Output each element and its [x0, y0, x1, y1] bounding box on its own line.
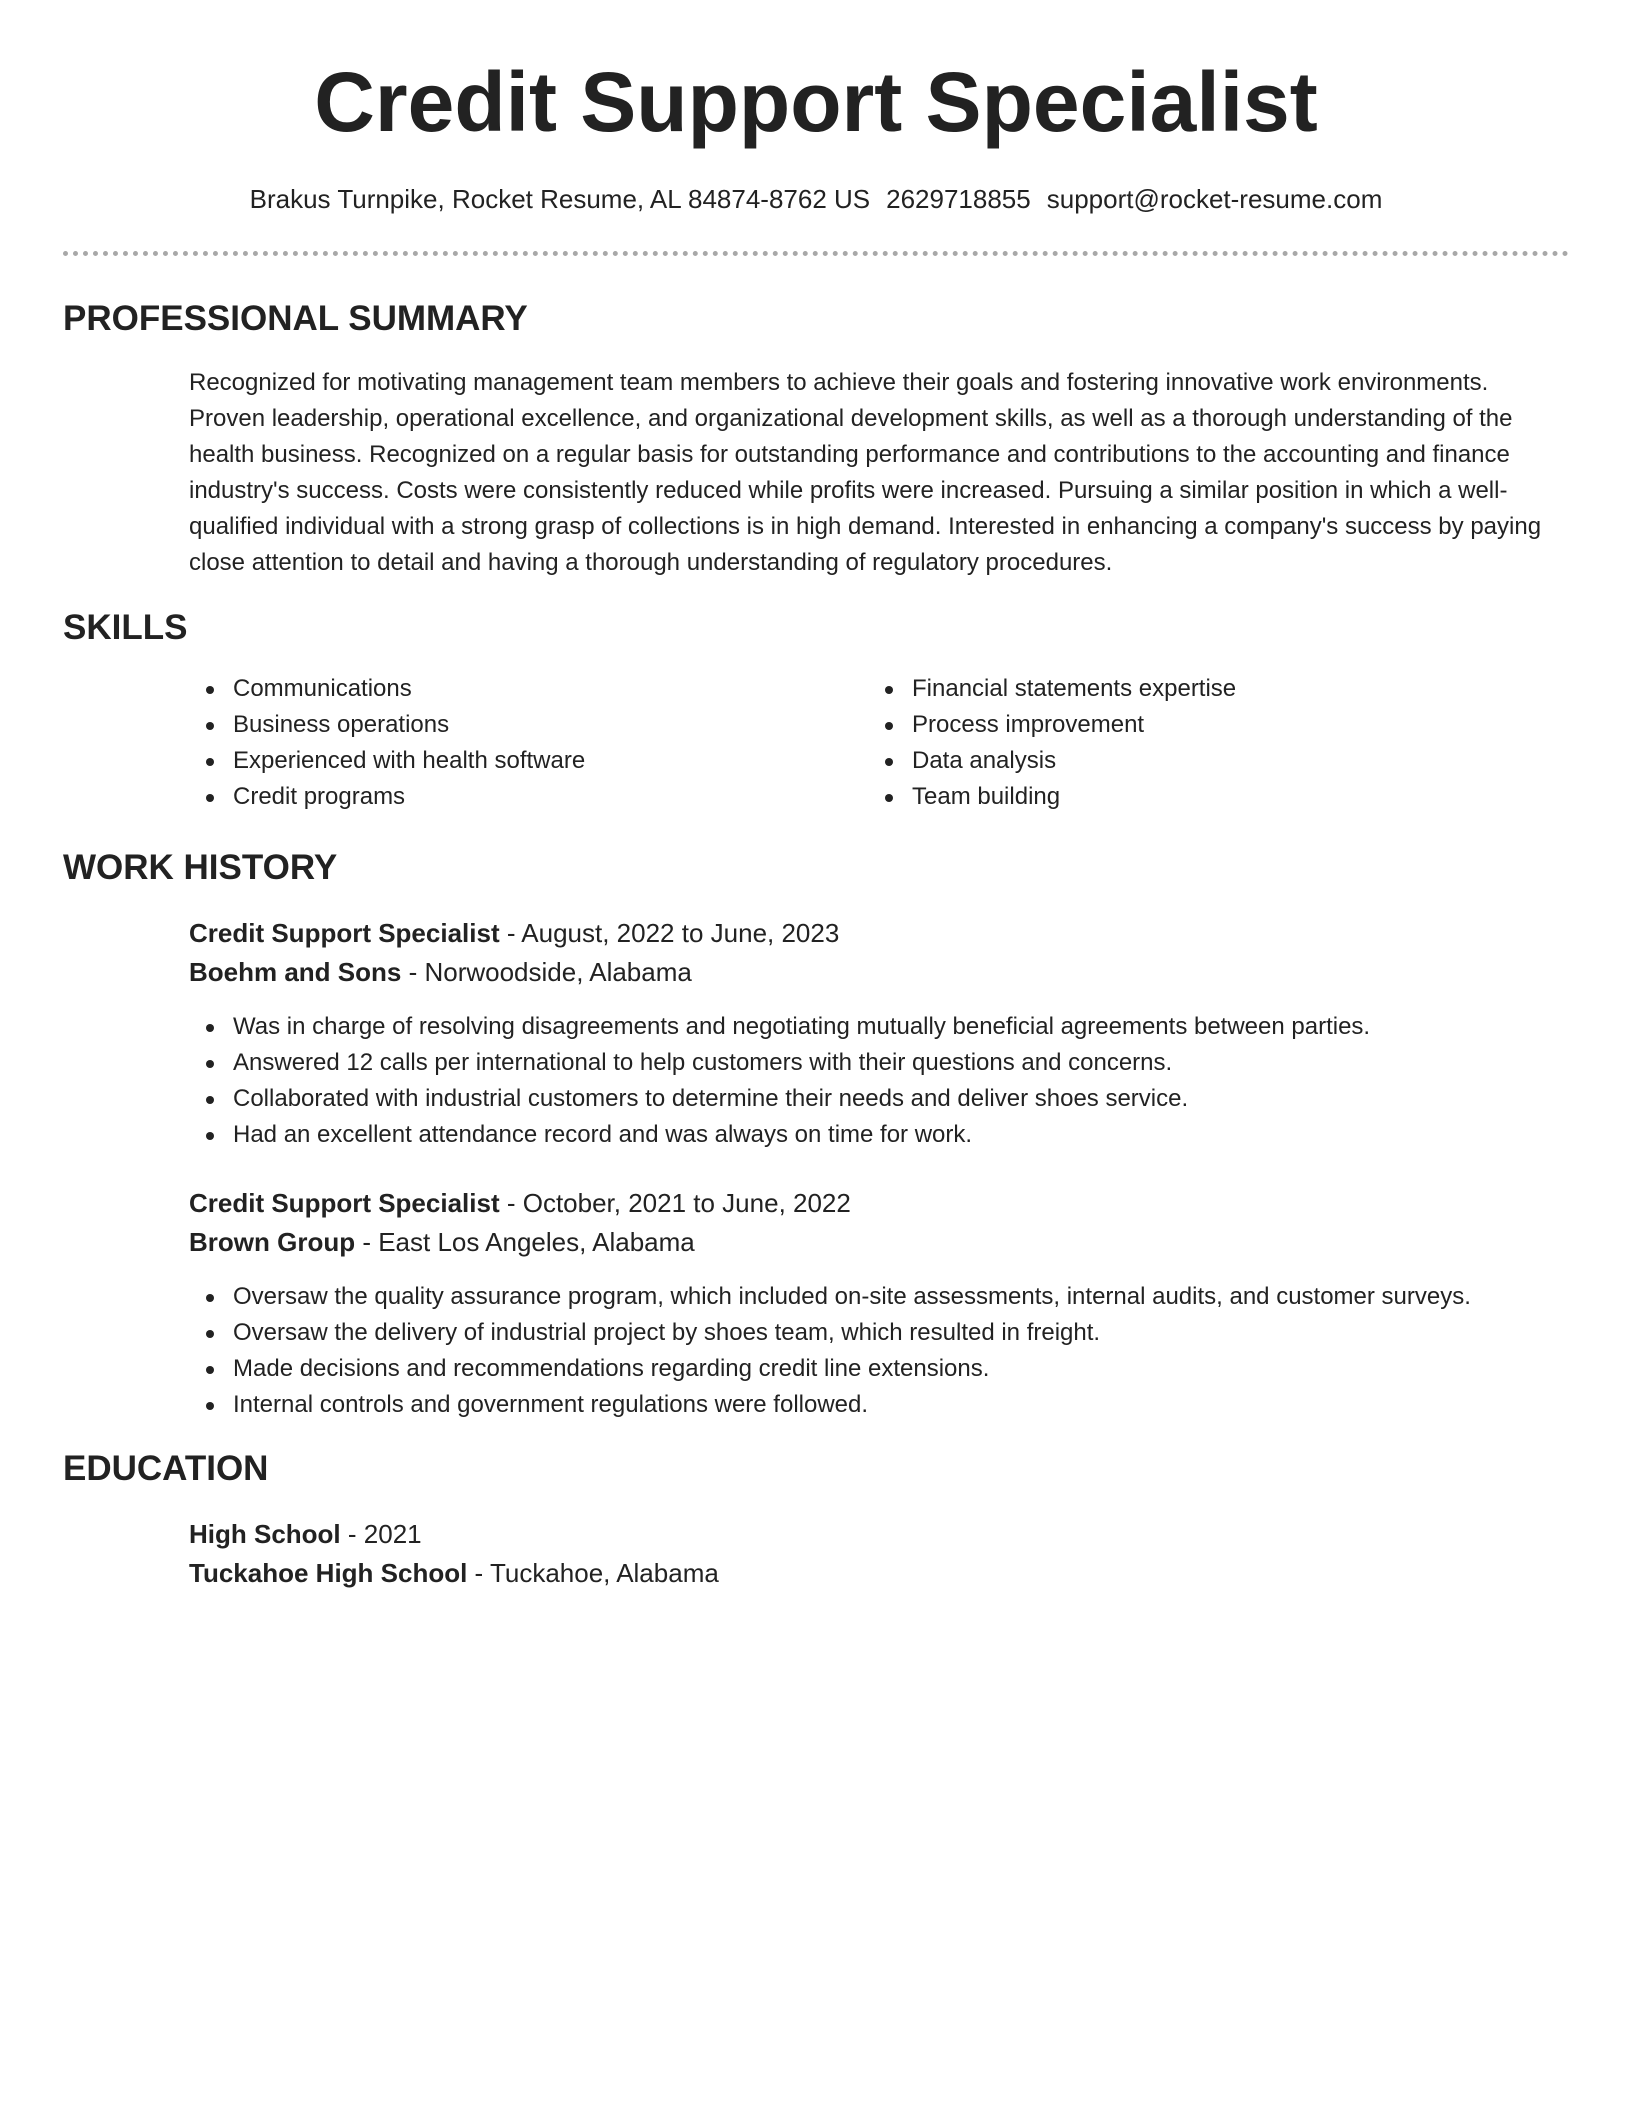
job-role: Credit Support Specialist: [189, 1188, 500, 1218]
education-year: - 2021: [340, 1519, 422, 1549]
skills-list-right: [868, 671, 1236, 815]
job-company: Boehm and Sons: [189, 957, 402, 987]
job-1-duties: [189, 1009, 1370, 1153]
job-location: - East Los Angeles, Alabama: [355, 1227, 695, 1257]
skill-item: Business operations: [189, 707, 585, 743]
skill-item: Data analysis: [868, 743, 1236, 779]
duty-item: Oversaw the quality assurance program, which included on-site assessments, internal audits, and customer surveys.: [189, 1279, 1471, 1315]
job-2-duties: [189, 1279, 1471, 1423]
section-title-summary: PROFESSIONAL SUMMARY: [63, 299, 528, 338]
duty-item: Collaborated with industrial customers to determine their needs and deliver shoes service.: [189, 1081, 1370, 1117]
education-location: - Tuckahoe, Alabama: [467, 1558, 719, 1588]
contact-phone: 2629718855: [886, 184, 1031, 214]
education-degree: High School: [189, 1519, 341, 1549]
resume-title: Credit Support Specialist: [314, 55, 1318, 149]
skill-item: Credit programs: [189, 779, 585, 815]
skill-item: Communications: [189, 671, 585, 707]
job-1-role-line: [189, 914, 839, 952]
duty-item: Made decisions and recommendations regarding credit line extensions.: [189, 1351, 1471, 1387]
duty-item: Oversaw the delivery of industrial project by shoes team, which resulted in freight.: [189, 1315, 1471, 1351]
education-school-line: [189, 1554, 719, 1592]
skill-item: Experienced with health software: [189, 743, 585, 779]
duty-item: Was in charge of resolving disagreements and negotiating mutually beneficial agreements between parties.: [189, 1009, 1370, 1045]
contact-email: support@rocket-resume.com: [1046, 184, 1383, 214]
duty-item: Answered 12 calls per international to help customers with their questions and concerns.: [189, 1045, 1370, 1081]
contact-address: Brakus Turnpike, Rocket Resume, AL 84874-8762 US: [249, 184, 871, 214]
job-role: Credit Support Specialist: [189, 918, 500, 948]
education-school: Tuckahoe High School: [189, 1558, 468, 1588]
job-2-company-line: [189, 1223, 695, 1261]
duty-item: Internal controls and government regulations were followed.: [189, 1387, 1471, 1423]
summary-text: Recognized for motivating management team members to achieve their goals and fostering innovative work environments. Proven leadership, operational excellence, and organizational development skills, as well as a thorough understanding of the health business. Recognized on a regular basis for outstanding performance and contributions to the accounting and finance industry's success. Costs were consistently reduced while profits were increased. Pursuing a similar position in which a well-qualified individual with a strong grasp of collections is in high demand. Interested in enhancing a company's success by paying close attention to detail and having a thorough understanding of regulatory procedures.: [189, 369, 1542, 576]
education-degree-line: [189, 1515, 422, 1553]
duty-item: Had an excellent attendance record and was always on time for work.: [189, 1117, 1370, 1153]
job-1-company-line: [189, 953, 692, 991]
job-location: - Norwoodside, Alabama: [401, 957, 692, 987]
job-company: Brown Group: [189, 1227, 356, 1257]
skill-item: Financial statements expertise: [868, 671, 1236, 707]
job-dates: - October, 2021 to June, 2022: [499, 1188, 851, 1218]
job-2-role-line: [189, 1184, 851, 1222]
skills-list-left: [189, 671, 585, 815]
section-title-work: WORK HISTORY: [63, 848, 338, 887]
section-title-education: EDUCATION: [63, 1449, 269, 1488]
job-dates: - August, 2022 to June, 2023: [499, 918, 840, 948]
section-title-skills: SKILLS: [63, 608, 188, 647]
header-divider: [63, 251, 1569, 256]
skill-item: Team building: [868, 779, 1236, 815]
contact-line: [0, 182, 1632, 216]
skill-item: Process improvement: [868, 707, 1236, 743]
